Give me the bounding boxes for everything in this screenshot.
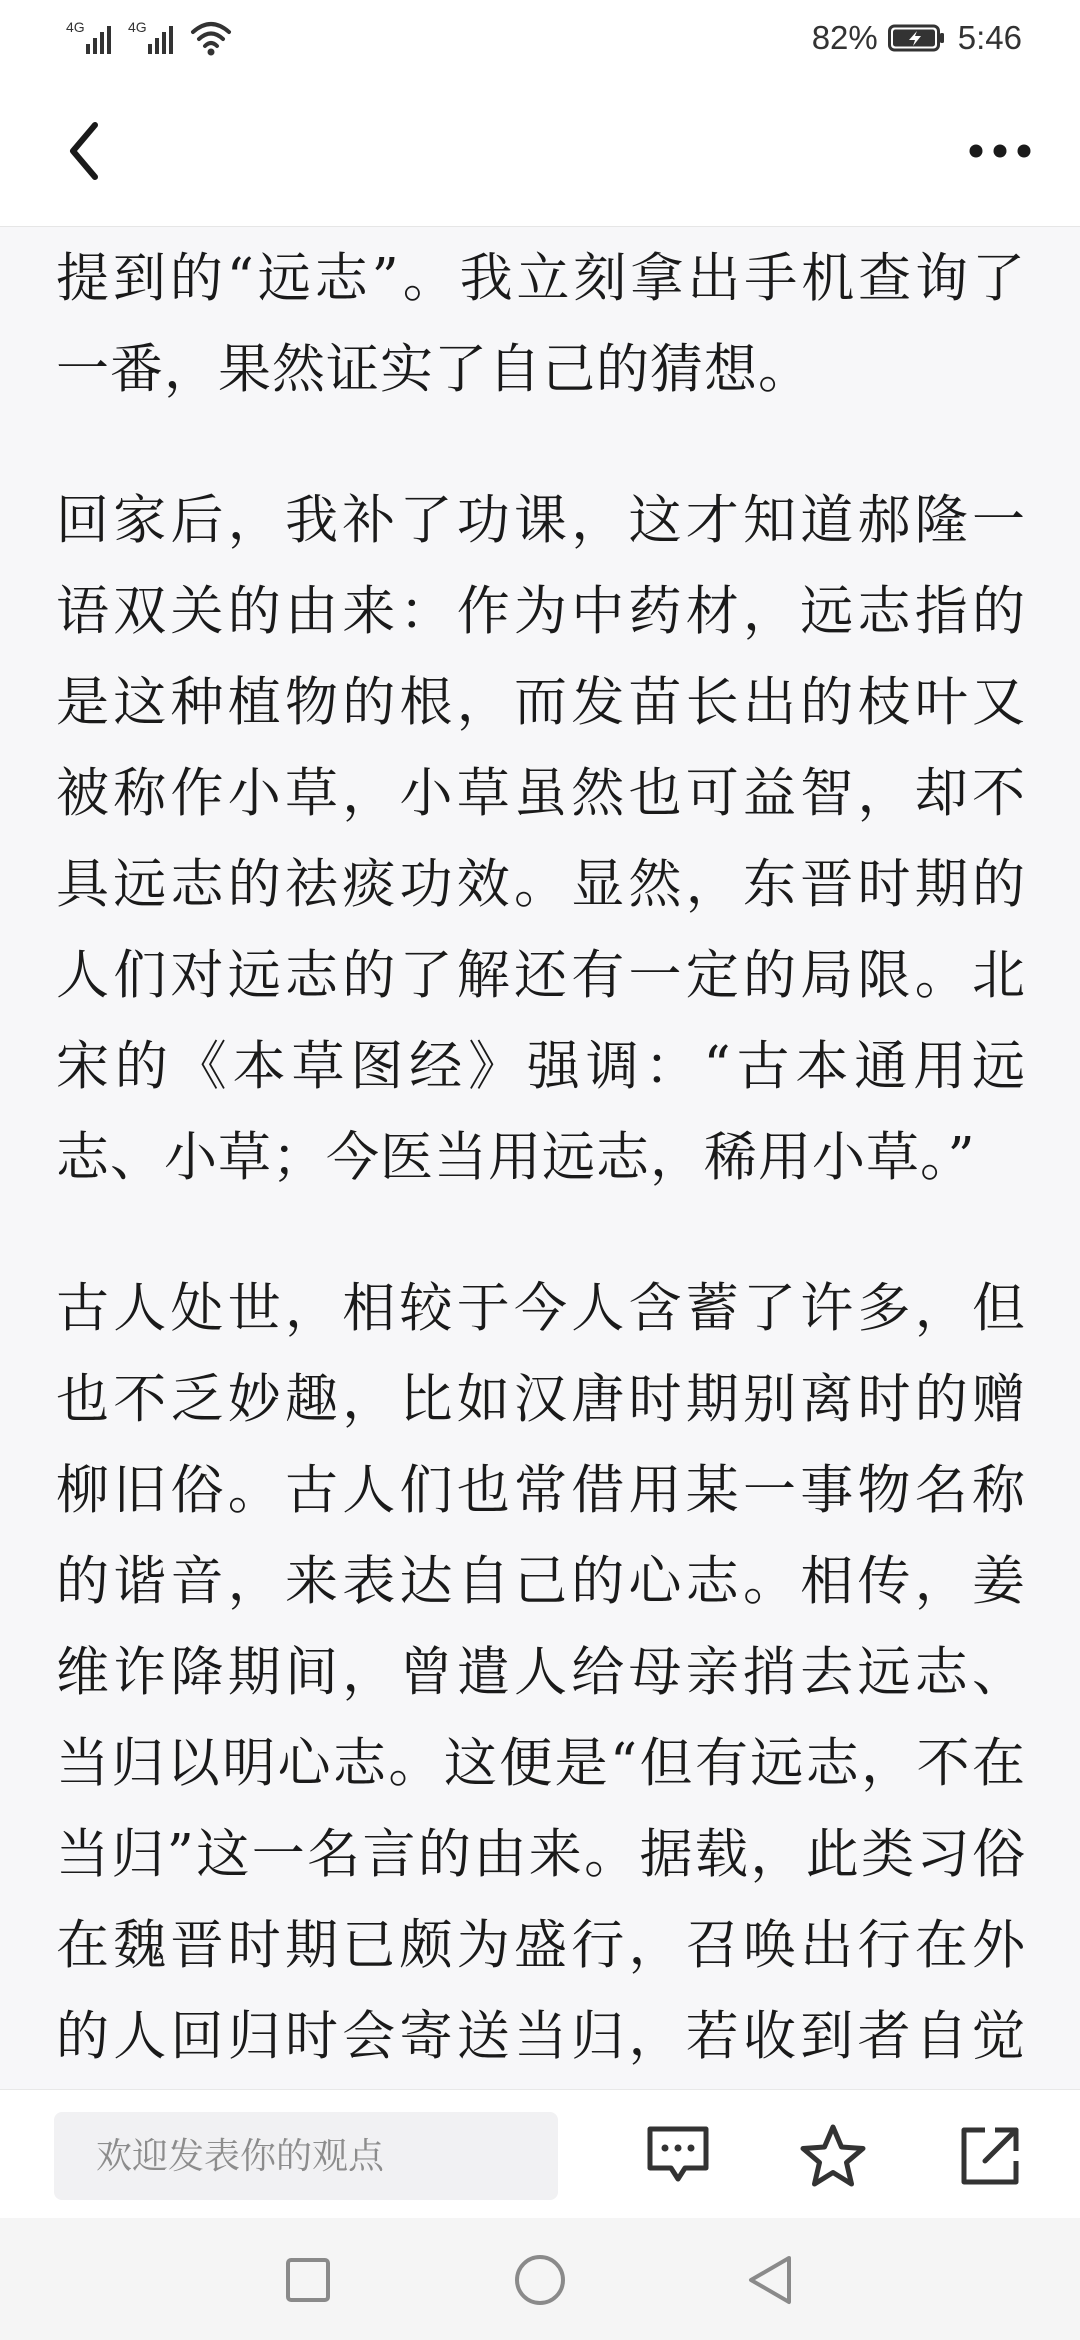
signal-4g-icon: [66, 18, 122, 58]
home-icon: [513, 2253, 567, 2307]
svg-text:4G: 4G: [128, 19, 147, 35]
recent-apps-icon: [284, 2256, 332, 2304]
star-icon: [799, 2123, 867, 2189]
chevron-left-icon: [65, 121, 105, 181]
recent-apps-button[interactable]: [276, 2248, 340, 2312]
share-button[interactable]: [950, 2116, 1030, 2196]
more-options-button[interactable]: [960, 116, 1040, 186]
comment-icon: [645, 2124, 711, 2188]
back-triangle-icon: [745, 2253, 795, 2307]
status-time: 5:46: [957, 19, 1022, 56]
article-body: [56, 233, 1026, 2264]
system-nav-bar: [0, 2218, 1080, 2340]
share-icon: [959, 2125, 1021, 2187]
article-paragraph: 回家后，我补了功课，这才知道郝隆一语双关的由来：作为中药材，远志指的是这种植物的根，而发苗长出的枝叶又被称作小草，小草虽然也可益智，却不具远志的祛痰功效。显然，东晋时期的人们对远志的了解还有一定的局限。北宋的《本草图经》强调：“古本通用远志、小草；今医当用远志，稀用小草。”: [56, 490, 1026, 1188]
signal-4g-icon: [128, 18, 184, 58]
status-bar: [0, 0, 1080, 76]
more-horizontal-icon: [968, 143, 1032, 159]
back-button[interactable]: [50, 116, 120, 186]
svg-text:4G: 4G: [66, 19, 85, 35]
comment-input[interactable]: [54, 2112, 558, 2200]
favorite-button[interactable]: [793, 2116, 873, 2196]
comment-button[interactable]: [638, 2116, 718, 2196]
article-paragraph: 提到的“远志”。我立刻拿出手机查询了一番，果然证实了自己的猜想。: [56, 248, 1026, 400]
battery-icon: [888, 23, 946, 53]
battery-percent: 82%: [811, 19, 878, 56]
comment-bar: [0, 2089, 1080, 2218]
status-bar-right: [812, 14, 1022, 62]
wifi-icon: [190, 18, 232, 58]
nav-back-button[interactable]: [738, 2248, 802, 2312]
app-header: [0, 76, 1080, 227]
article-paragraph: 古人处世，相较于今人含蓄了许多，但也不乏妙趣，比如汉唐时期别离时的赠柳旧俗。古人们也常借用某一事物名称的谐音，来表达自己的心志。相传，姜维诈降期间，曾遣人给母亲捎去远志、当归以明心志。这便是“但有远志，不在当归”这一名言的由来。据载，此类习俗在魏晋时期已颇为盛行，召唤出行在外的人回归时会寄送当归，若收到者自觉: [56, 1278, 1026, 2067]
article-content[interactable]: [0, 227, 1080, 2089]
home-button[interactable]: [508, 2248, 572, 2312]
status-bar-left: [66, 14, 232, 62]
